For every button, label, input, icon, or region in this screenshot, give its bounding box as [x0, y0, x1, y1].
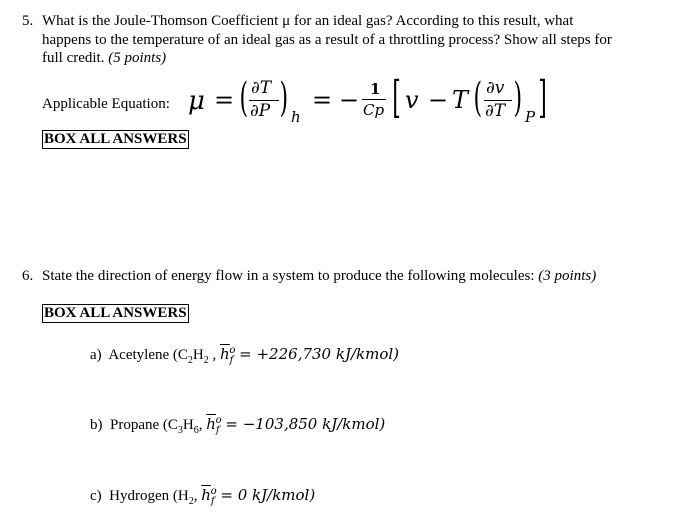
q5-line-2: happens to the temperature of an ideal gas as a result of a throttling process? Show all steps for — [42, 32, 612, 48]
item-c-sub1: 2 — [188, 496, 194, 507]
item-c-letter: c) — [90, 488, 102, 504]
item-c-value: = 0 kJ/kmol) — [220, 486, 316, 504]
eq-T: T — [452, 86, 469, 114]
item-b-value: = −103,850 kJ/kmol) — [225, 415, 386, 433]
hf-sup: o — [210, 486, 217, 497]
item-c-sep: , — [193, 488, 202, 504]
item-b-name: Propane (C — [110, 417, 178, 433]
hf-sup: o — [229, 345, 236, 356]
q6-text — [42, 267, 596, 286]
q6-points: (3 points) — [538, 268, 597, 284]
eq-v: v — [405, 86, 419, 114]
item-b-sep: , — [198, 417, 207, 433]
item-a-hf — [220, 345, 236, 366]
eq-fracbar-2 — [362, 99, 386, 100]
q5-line-1: What is the Joule-Thomson Coefficient μ for an ideal gas? According to this result, what — [42, 13, 574, 29]
eq-dv: ∂v — [486, 78, 505, 98]
q6-box-all-answers: BOX ALL ANSWERS — [44, 305, 187, 321]
item-a-letter: a) — [90, 347, 102, 363]
eq-paren-open-1: ( — [239, 75, 249, 121]
eq-cp: Cp — [363, 101, 385, 119]
eq-sub-P: P — [525, 108, 536, 126]
eq-dT: ∂T — [251, 78, 272, 98]
q5-line-3 — [42, 49, 166, 68]
eq-mu: μ — [188, 86, 205, 116]
eq-dT2: ∂T — [485, 101, 506, 121]
item-a-formula-h: H — [192, 347, 204, 363]
item-a-value: = +226,730 kJ/kmol) — [239, 345, 400, 363]
eq-dP: ∂P — [250, 101, 271, 121]
equation-label: Applicable Equation: — [42, 96, 170, 112]
hf-symbol: $\overline{h}$ — [201, 486, 211, 504]
item-b-formula-h: H — [182, 417, 194, 433]
hf-symbol: $\overline{h}$ — [220, 345, 230, 363]
eq-equals-2: = — [312, 86, 333, 114]
item-b-sub1: 3 — [177, 425, 183, 436]
hf-sub: f — [210, 496, 215, 507]
q6-prompt: State the direction of energy flow in a system to produce the following molecules: — [42, 268, 535, 284]
q6-number: 6. — [22, 268, 34, 284]
item-a-sub2: 2 — [203, 355, 209, 366]
hf-sub: f — [215, 425, 220, 436]
q5-box-all-answers: BOX ALL ANSWERS — [44, 131, 187, 147]
item-a-sep: , — [208, 347, 220, 363]
eq-bracket-close: ] — [538, 72, 547, 123]
list-item-acetylene — [90, 341, 399, 370]
hf-sup: o — [215, 415, 222, 426]
eq-bracket-open: [ — [392, 72, 401, 123]
item-b-letter: b) — [90, 417, 103, 433]
eq-paren-close-1: ) — [279, 75, 289, 121]
hf-sub: f — [229, 355, 234, 366]
item-a-sub1: 2 — [187, 355, 193, 366]
item-b-hf — [206, 415, 222, 436]
item-c-hf — [201, 486, 217, 507]
item-b-sub2: 6 — [193, 425, 199, 436]
item-c-name: Hydrogen (H — [109, 488, 189, 504]
eq-negative: − — [339, 86, 360, 114]
eq-equals-1: = — [214, 86, 235, 114]
list-item-hydrogen — [90, 482, 315, 511]
hf-symbol: $\overline{h}$ — [206, 415, 216, 433]
eq-paren-close-2: ) — [513, 75, 523, 121]
q5-line-3-text: full credit. — [42, 50, 105, 66]
q5-points: (5 points) — [108, 50, 167, 66]
q5-number: 5. — [22, 13, 34, 29]
list-item-propane — [90, 411, 385, 440]
eq-sub-h: h — [291, 108, 301, 126]
eq-minus: − — [428, 86, 449, 114]
eq-one: 1 — [370, 80, 381, 98]
item-a-name: Acetylene (C — [108, 347, 188, 363]
eq-paren-open-2: ( — [473, 75, 483, 121]
